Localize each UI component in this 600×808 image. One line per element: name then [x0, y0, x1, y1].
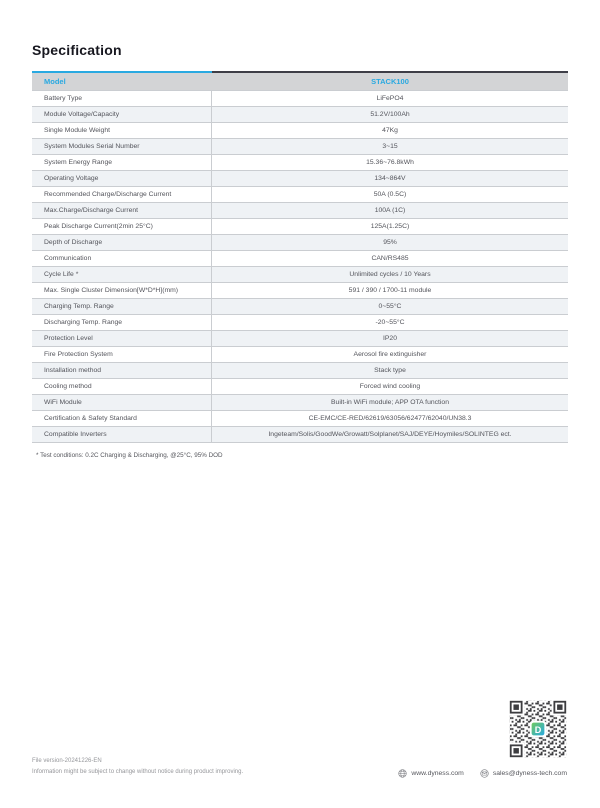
table-row	[32, 427, 568, 443]
row-label: Discharging Temp. Range	[32, 315, 212, 330]
globe-icon	[398, 769, 407, 778]
footer-left	[32, 756, 243, 778]
table-header-row	[32, 73, 568, 91]
row-value: 125A(1.25C)	[370, 223, 410, 230]
row-value: CAN/RS485	[371, 255, 409, 262]
row-label: Cycle Life *	[32, 267, 212, 282]
table-row	[32, 187, 568, 203]
disclaimer: Information might be subject to change without notice during product improving.	[32, 769, 244, 775]
table-row	[32, 411, 568, 427]
table-top-border	[32, 71, 568, 73]
table-row	[32, 219, 568, 235]
row-value: 0~55°C	[378, 303, 402, 310]
table-row	[32, 251, 568, 267]
table-row	[32, 235, 568, 251]
row-label: Depth of Discharge	[32, 235, 212, 250]
row-value: IP20	[383, 335, 397, 342]
table-header-model-value: STACK100	[371, 77, 409, 86]
row-value: Ingeteam/Solis/GoodWe/Growatt/Solplanet/SAJ/DEYE/Hoymiles/SOLINTEG ect.	[268, 431, 512, 438]
email-icon	[480, 769, 489, 778]
table-row	[32, 203, 568, 219]
row-label: WiFi Module	[32, 395, 212, 410]
test-conditions-footnote: * Test conditions: 0.2C Charging & Discharging, @25°C, 95% DOD	[36, 452, 223, 459]
table-row	[32, 379, 568, 395]
row-label: Peak Discharge Current(2min 25°C)	[32, 219, 212, 234]
row-label: Max.Charge/Discharge Current	[32, 203, 212, 218]
top-border-dark-segment	[212, 71, 568, 73]
email-link[interactable]	[480, 769, 567, 778]
top-border-accent-segment	[32, 71, 212, 73]
row-label: Operating Voltage	[32, 171, 212, 186]
table-row	[32, 155, 568, 171]
website-link[interactable]	[398, 769, 464, 778]
row-value: Unlimited cycles / 10 Years	[349, 271, 431, 278]
page-title: Specification	[32, 42, 122, 58]
qr-code-graphic	[508, 699, 568, 759]
qr-finder-top-left	[508, 699, 524, 715]
footer-right	[398, 769, 567, 778]
table-row	[32, 331, 568, 347]
row-label: Certification & Safety Standard	[32, 411, 212, 426]
spec-table	[32, 71, 568, 443]
table-header-model: Model	[44, 77, 66, 86]
qr-finder-top-right	[552, 699, 568, 715]
row-label: Single Module Weight	[32, 123, 212, 138]
table-row	[32, 123, 568, 139]
spec-table-body	[32, 91, 568, 443]
row-value: 51.2V/100Ah	[370, 111, 410, 118]
table-row	[32, 363, 568, 379]
row-label: Charging Temp. Range	[32, 299, 212, 314]
row-label: System Energy Range	[32, 155, 212, 170]
row-value: CE-EMC/CE-RED/62619/63056/62477/62040/UN38.3	[308, 415, 472, 422]
row-value: Aerosol fire extinguisher	[353, 351, 427, 358]
table-row	[32, 91, 568, 107]
row-label: Fire Protection System	[32, 347, 212, 362]
table-row	[32, 315, 568, 331]
row-label: Installation method	[32, 363, 212, 378]
row-label: Communication	[32, 251, 212, 266]
row-value: 50A (0.5C)	[373, 191, 407, 198]
row-value: Built-in WiFi module; APP OTA function	[331, 399, 449, 406]
row-value: -20~55°C	[375, 319, 405, 326]
row-value: Forced wind cooling	[359, 383, 421, 390]
table-row	[32, 283, 568, 299]
row-value: 15.36~76.8kWh	[366, 159, 414, 166]
website-text: www.dyness.com	[411, 770, 464, 777]
qr-code	[508, 699, 568, 759]
row-label: Max. Single Cluster Dimension[W*D*H](mm)	[32, 283, 212, 298]
table-row	[32, 395, 568, 411]
row-value: 591 / 390 / 1700-11 module	[348, 287, 432, 294]
table-row	[32, 139, 568, 155]
row-value: 134~864V	[374, 175, 406, 182]
row-label: Module Voltage/Capacity	[32, 107, 212, 122]
row-value: LiFePO4	[376, 95, 404, 102]
file-version: File version-20241226-EN	[32, 758, 102, 764]
row-value: Stack type	[374, 367, 406, 374]
row-value: 3~15	[382, 143, 398, 150]
row-value: 47Kg	[382, 127, 398, 134]
table-row	[32, 299, 568, 315]
row-value: 95%	[383, 239, 397, 246]
email-text: sales@dyness-tech.com	[492, 770, 567, 777]
table-row	[32, 171, 568, 187]
row-label: Compatible Inverters	[32, 427, 212, 442]
dyness-logo	[530, 721, 546, 737]
row-label: Protection Level	[32, 331, 212, 346]
row-label: Cooling method	[32, 379, 212, 394]
row-value: 100A (1C)	[374, 207, 406, 214]
row-label: Battery Type	[32, 91, 212, 106]
row-label: Recommended Charge/Discharge Current	[32, 187, 212, 202]
row-label: System Modules Serial Number	[32, 139, 212, 154]
table-row	[32, 347, 568, 363]
qr-finder-bottom-left	[508, 743, 524, 759]
table-row	[32, 267, 568, 283]
qr-logo-letter: D	[534, 724, 542, 735]
table-row	[32, 107, 568, 123]
